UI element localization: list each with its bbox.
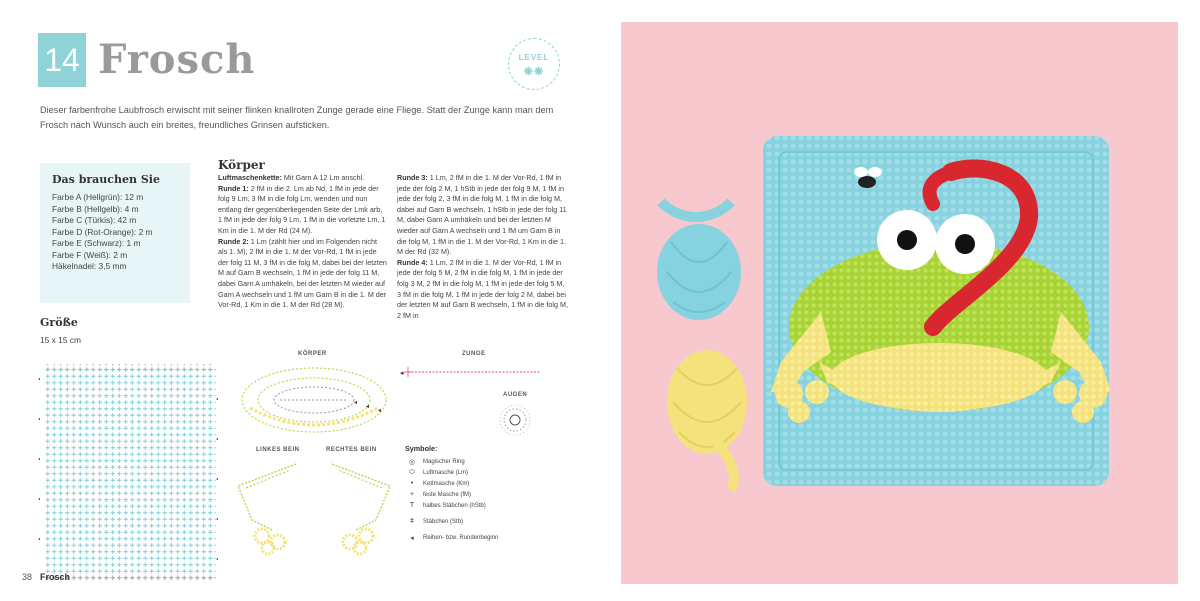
- size-value: 15 x 15 cm: [40, 335, 81, 345]
- svg-text:◂: ◂: [216, 516, 219, 521]
- tongue-diagram-label: ZUNGE: [462, 351, 486, 357]
- symbol-label: Stäbchen (Stb): [423, 518, 464, 525]
- material-item: Farbe E (Schwarz): 1 m: [52, 238, 141, 248]
- intro-text: Dieser farbenfrohe Laubfrosch erwischt mit seiner flinken knallroten Zunge gerade eine Fliege. Statt der Zunge kann man dem Frosch nach Wunsch auch ein breites, freundliches Grinsen aufsticken.: [40, 105, 554, 130]
- chapter-number-badge: [38, 33, 86, 87]
- instruction-label: Runde 1:: [218, 183, 249, 193]
- turquoise-yarn: [657, 202, 741, 320]
- symbols-title: Symbole:: [405, 444, 438, 453]
- svg-text:◂: ◂: [400, 370, 404, 377]
- instruction-text: Mit Garn A 12 Lm anschl.: [281, 173, 365, 182]
- materials-title: Das brauchen Sie: [52, 173, 160, 186]
- symbol-row: [405, 479, 580, 490]
- material-item: Farbe A (Hellgrün): 12 m: [52, 192, 144, 202]
- chain-icon: ⬭: [409, 469, 415, 477]
- symbol-label: Luftmasche (Lm): [423, 470, 469, 477]
- material-item: Farbe C (Türkis): 42 m: [52, 215, 137, 225]
- material-item: Farbe F (Weiß): 2 m: [52, 249, 128, 260]
- svg-text:◂: ◂: [38, 416, 41, 421]
- symbol-label: halbes Stäbchen (hStb): [423, 502, 486, 509]
- symbol-label: feste Masche (fM): [423, 491, 472, 498]
- material-item: Häkelnadel: 3,5 mm: [52, 261, 127, 271]
- yellow-yarn: [667, 350, 747, 490]
- instruction-text: 1 Lm, 2 fM in die 1. M der Vor-Rd, 1 fM in jede der folg 2 M, 1 hStb in jede der folg 9 M, 1 fM in jede der folg 2, 3 fM in die folg M, 1 fM in die folg M, dabei auf Garn B wechseln, 1 hStb in jede der folg 11 M, dabei Garn A umhäkeln und bei der letzten M wieder auf Garn A wechseln und 1 fM um Garn B in die folg M, 1 fM in die 1. M der Vor-Rd, 1 Km in die 1. M der Rd (32 M).: [397, 173, 567, 257]
- instruction-paragraph: [218, 184, 388, 237]
- left-leg-diagram-label: LINKES BEIN: [256, 447, 300, 453]
- svg-text:◂: ◂: [216, 436, 219, 441]
- footer-title: Frosch: [40, 572, 71, 582]
- paw-icon: ❋: [523, 66, 534, 78]
- eye-stitch-diagram: [497, 402, 533, 438]
- instruction-paragraph: [218, 173, 388, 184]
- left-leg-stitch-diagram: [232, 458, 302, 558]
- start-arrow-icon: ◂: [410, 535, 414, 543]
- paw-icon: ❋: [534, 66, 545, 78]
- eyes-diagram-label: AUGEN: [503, 392, 528, 398]
- symbol-label: Magischer Ring: [423, 459, 465, 466]
- double-crochet-icon: ǂ: [409, 518, 415, 526]
- svg-text:◂: ◂: [38, 376, 41, 381]
- instruction-paragraph: [397, 173, 569, 258]
- svg-text:◂: ◂: [38, 496, 41, 501]
- frog-belly: [831, 343, 1047, 411]
- instruction-paragraph: [397, 258, 569, 322]
- materials-box: [40, 163, 190, 303]
- instructions-heading: Körper: [218, 158, 265, 172]
- svg-text:◂: ◂: [38, 536, 41, 541]
- page-number: 38: [22, 572, 33, 582]
- right-leg-stitch-diagram: [326, 458, 396, 558]
- svg-text:◂: ◂: [38, 456, 41, 461]
- chapter-number: 14: [44, 41, 80, 78]
- instruction-label: Runde 3:: [397, 173, 428, 182]
- magic-ring-icon: ◎: [408, 459, 416, 467]
- instructions-column-1: [218, 173, 388, 311]
- instruction-text: 1 Lm (zählt hier und im Folgenden nicht als 1. M), 2 fM in die 1. M der Vor-Rd, 1 fM in jede der folg 11 M, 3 fM in die folg M, dabei bei der letzten M auf Garn B wechseln, 1 fM in jede der folg 11 M, dabei Garn A umhäkeln, bei der letzten M wieder auf Garn A wechseln und 1 fM um Garn B in die 1. M der Vor-Rd, 1 Km in die 1. M der Rd (28 M).: [218, 236, 387, 310]
- symbol-row: [405, 468, 580, 479]
- svg-text:◂: ◂: [216, 556, 219, 561]
- instruction-label: Runde 4:: [397, 257, 428, 267]
- instruction-label: Runde 2:: [218, 236, 249, 246]
- symbol-row: [405, 533, 580, 544]
- material-item: Farbe D (Rot-Orange): 2 m: [52, 226, 153, 237]
- body-diagram-label: KÖRPER: [298, 351, 327, 357]
- instruction-text: 1 Lm, 2 fM in die 1. M der Vor-Rd, 1 fM in jede der folg 5 M, 2 fM in die folg M, 1 fM in jede der folg 3 M, 2 fM in die folg M, 1 fM in jede der folg 5 M, 3 fM in die folg M, 1 fM in jede der folg 2 M, dabei bei der letzten M auf Garn B wechseln, 1 fM in die folg M, 2 fM in: [397, 257, 568, 320]
- symbol-row: [405, 511, 580, 533]
- body-stitch-diagram: [236, 362, 396, 438]
- slip-stitch-icon: •: [410, 480, 414, 488]
- symbols-legend: [405, 444, 580, 544]
- level-badge: [508, 38, 560, 90]
- single-crochet-icon: +: [409, 491, 415, 499]
- square-stitch-chart: [38, 360, 222, 584]
- level-label: LEVEL: [518, 53, 550, 62]
- product-photo: [621, 22, 1178, 584]
- symbol-row: [405, 489, 580, 500]
- crochet-frog-illustration: [621, 22, 1178, 584]
- material-item: Farbe B (Hellgelb): 4 m: [52, 203, 139, 214]
- symbol-row: [405, 500, 580, 511]
- page-title: Frosch: [98, 36, 256, 83]
- svg-text:◂: ◂: [216, 476, 219, 481]
- svg-text:◂: ◂: [216, 396, 219, 401]
- svg-text:◂: ◂: [378, 408, 382, 414]
- symbol-row: [405, 457, 580, 468]
- instruction-text: 2 fM in die 2. Lm ab Nd, 1 fM in jede der folg 9 Lm, 3 fM in die folg Lm, wenden und nun entlang der gegenüberliegenden Seite der Lmk arb, 1 fM in jede der folg 9 Lm, 1 fM in die vorletzte Lm, 1 Km in die 1. M der Rd (24 M).: [218, 183, 386, 235]
- instruction-paragraph: [218, 237, 388, 311]
- svg-text:◂: ◂: [366, 404, 370, 410]
- right-leg-diagram-label: RECHTES BEIN: [326, 447, 377, 453]
- size-heading: Größe: [40, 316, 78, 329]
- svg-text:◂: ◂: [354, 400, 358, 406]
- symbol-label: Kettmasche (Km): [423, 480, 470, 487]
- instructions-column-2: [397, 173, 569, 321]
- tongue-stitch-diagram: [400, 364, 545, 380]
- half-double-icon: T: [409, 502, 415, 510]
- instruction-label: Luftmaschenkette:: [218, 173, 282, 182]
- symbol-label: Reihen- bzw. Rundenbeginn: [423, 535, 499, 542]
- paw-icons: [509, 65, 559, 78]
